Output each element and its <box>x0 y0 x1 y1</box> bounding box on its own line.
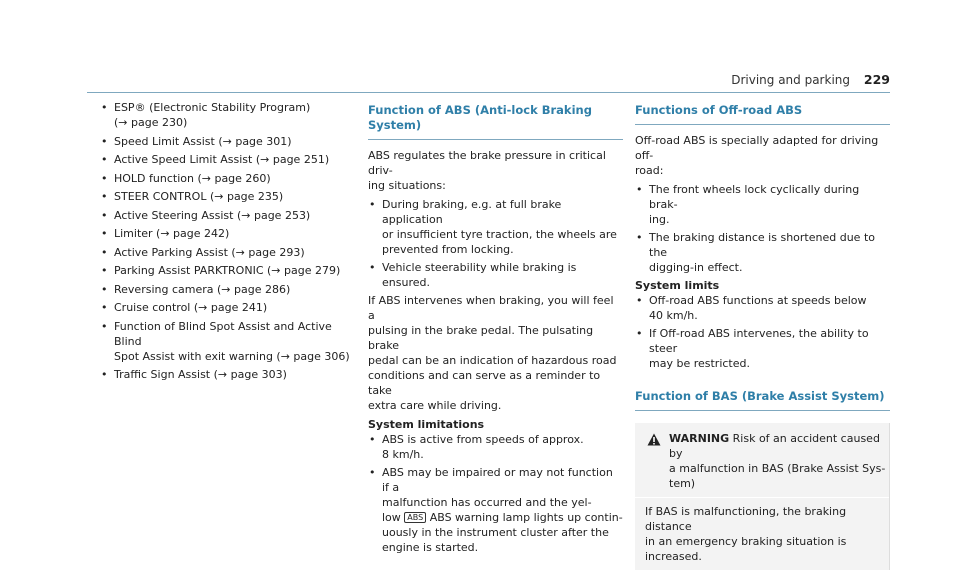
list-item: • STEER CONTROL (→ page 235) <box>101 190 284 203</box>
warning-label: WARNING <box>669 432 730 445</box>
list-item: • Limiter (→ page 242) <box>101 227 230 240</box>
list-item: • ESP® (Electronic Stability Program) (→ page 230) <box>101 101 311 129</box>
abs-bullets <box>368 197 623 290</box>
list-item: • Speed Limit Assist (→ page 301) <box>101 134 292 148</box>
list-item: • ABS is active from speeds of approx. 8 km/h. <box>369 433 584 461</box>
abs-heading: Function of ABS (Anti-lock Braking System) <box>368 103 623 140</box>
abs-intro: ABS regulates the brake pressure in critical driv- ing situations: <box>368 149 606 192</box>
page-number: 229 <box>863 72 890 87</box>
list-item: • Parking Assist PARKTRONIC (→ page 279) <box>101 264 341 277</box>
list-item: • ABS may be impaired or may not function if a malfunction has occurred and the yel- low ABS ABS warning lamp lights up contin- uously in the instrument cluster after the engine is started. <box>369 466 623 554</box>
abs-warning-lamp-icon: ABS <box>404 512 426 523</box>
list-item: • If Off-road ABS intervenes, the ability to steer may be restricted. <box>636 327 869 370</box>
offroad-limits <box>635 293 890 371</box>
offroad-bullets <box>635 182 890 275</box>
list-item: • Active Speed Limit Assist (→ page 251) <box>101 153 330 166</box>
list-item: • Function of Blind Spot Assist and Active Blind Spot Assist with exit warning (→ page 306) <box>101 319 350 363</box>
list-item: • Active Parking Assist (→ page 293) <box>101 245 305 259</box>
abs-paragraph: If ABS intervenes when braking, you will feel a pulsing in the brake pedal. The pulsating brake pedal can be an indication of hazardous road conditions and can serve as a reminder to take extra care while driving. <box>368 294 617 412</box>
running-title: Driving and parking <box>731 73 850 87</box>
column-1 <box>100 100 350 386</box>
list-item: • Off-road ABS functions at speeds below 40 km/h. <box>636 294 867 322</box>
warning-triangle-icon <box>647 433 661 446</box>
system-limitations-heading: System limitations <box>368 418 485 431</box>
warning-header: WARNING Risk of an accident caused by a malfunction in BAS (Brake Assist Sys- tem) <box>635 423 889 498</box>
bas-heading: Function of BAS (Brake Assist System) <box>635 389 890 411</box>
warning-box <box>635 423 890 570</box>
driving-systems-list <box>100 100 350 382</box>
list-item: • The braking distance is shortened due to the digging-in effect. <box>636 231 875 274</box>
list-item: • Active Steering Assist (→ page 253) <box>101 208 311 222</box>
page-header <box>87 71 890 93</box>
list-item: • Vehicle steerability while braking is ensured. <box>369 261 577 289</box>
list-item: • The front wheels lock cyclically during brak- ing. <box>636 183 860 226</box>
column-2 <box>368 103 623 558</box>
list-item: • During braking, e.g. at full brake application or insufficient tyre traction, the wheels are prevented from locking. <box>369 198 617 256</box>
offroad-intro: Off-road ABS is specially adapted for driving off- road: <box>635 134 879 177</box>
abs-limitations <box>368 432 623 555</box>
list-item: • Reversing camera (→ page 286) <box>101 282 291 296</box>
system-limits-heading: System limits <box>635 279 720 292</box>
column-3 <box>635 103 890 570</box>
warning-body: If BAS is malfunctioning, the braking distance in an emergency braking situation is increased. <box>645 505 847 563</box>
offroad-abs-heading: Functions of Off-road ABS <box>635 103 890 125</box>
list-item: • Cruise control (→ page 241) <box>101 301 268 314</box>
list-item: • HOLD function (→ page 260) <box>101 171 271 185</box>
list-item: • Traffic Sign Assist (→ page 303) <box>101 368 287 381</box>
